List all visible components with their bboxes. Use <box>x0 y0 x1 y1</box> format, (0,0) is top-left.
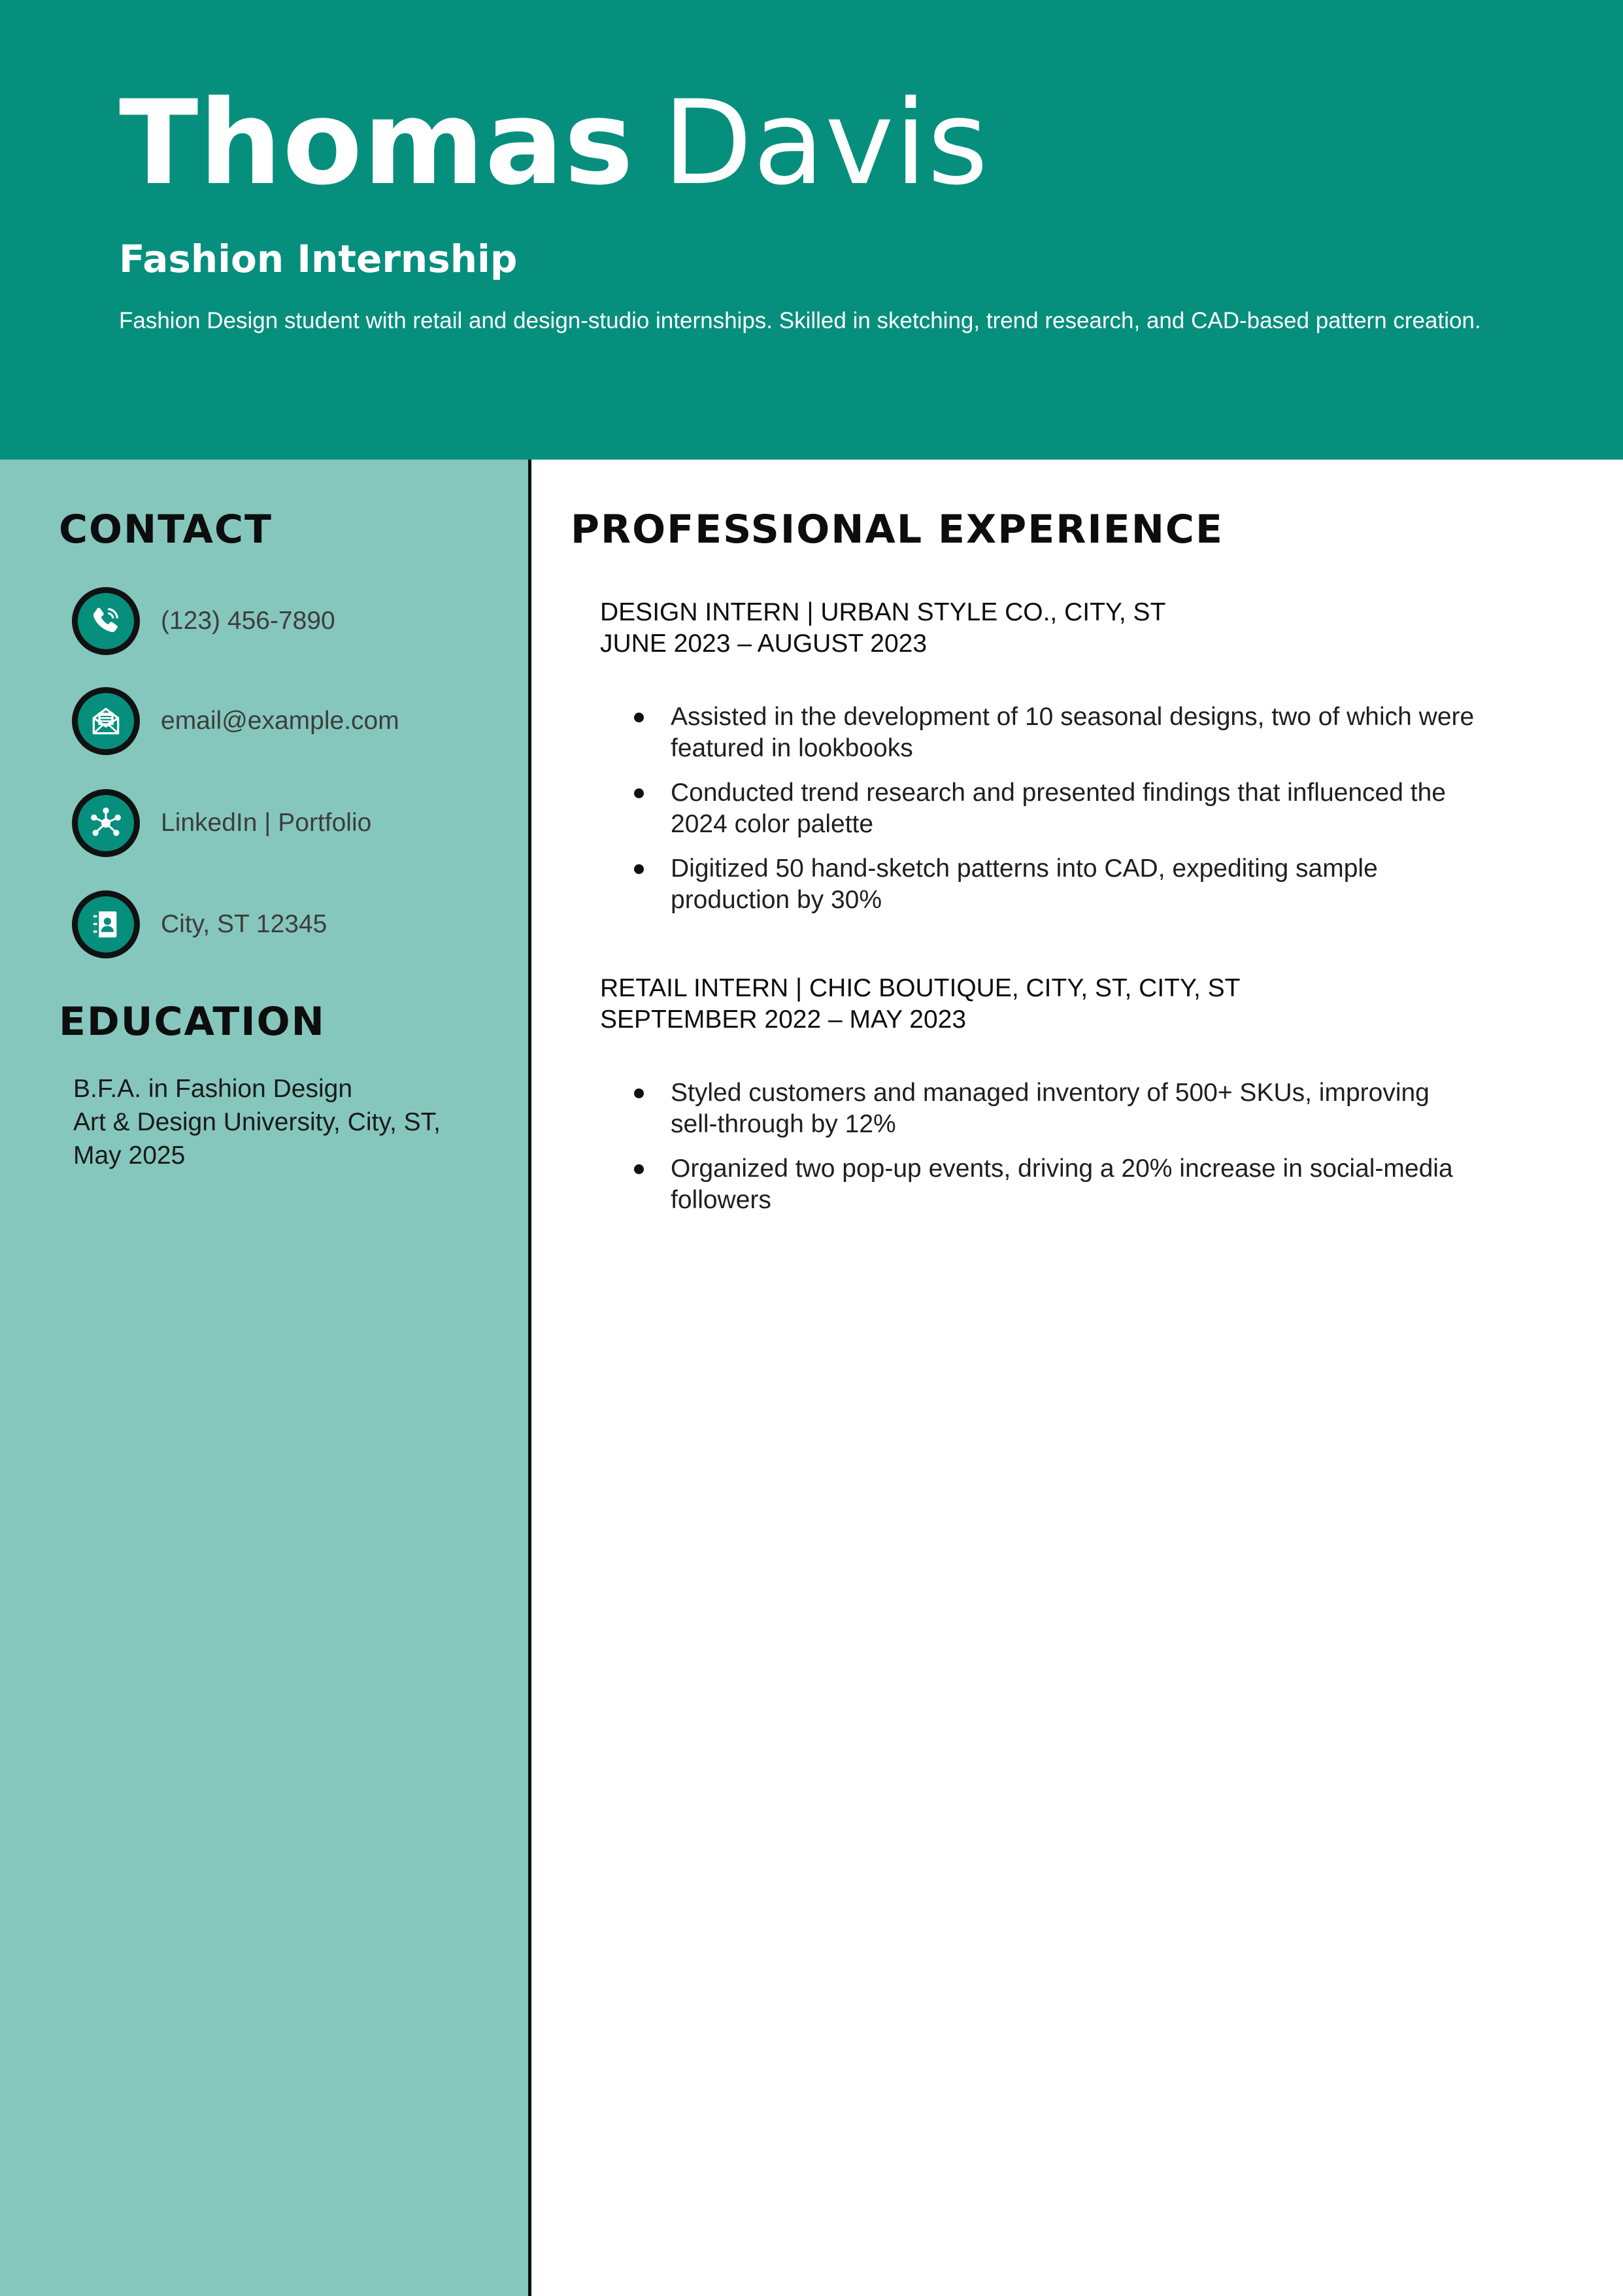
links-text: LinkedIn | Portfolio <box>161 809 372 837</box>
last-name: Davis <box>662 75 989 211</box>
job-entry <box>600 973 1567 1214</box>
job-title-line: DESIGN INTERN | URBAN STYLE CO., CITY, ST <box>600 598 1166 626</box>
job-dates: JUNE 2023 – AUGUST 2023 <box>600 630 928 658</box>
job-title: Fashion Internship <box>119 237 518 281</box>
first-name: Thomas <box>119 75 634 211</box>
education-entry <box>73 1072 441 1172</box>
job-title-line: RETAIL INTERN | CHIC BOUTIQUE, CITY, ST, CITY, ST <box>600 974 1241 1002</box>
education-date: May 2025 <box>73 1141 186 1170</box>
list-item: Digitized 50 hand-sketch patterns into CAD, expediting sample production by 30% <box>600 853 1475 916</box>
list-item: Organized two pop-up events, driving a 20% increase in social-media followers <box>600 1153 1475 1216</box>
education-degree: B.F.A. in Fashion Design <box>73 1075 353 1103</box>
education-heading: EDUCATION <box>59 999 326 1045</box>
network-icon <box>72 789 140 857</box>
candidate-name <box>119 75 989 211</box>
header-banner <box>0 0 1623 460</box>
phone-icon <box>72 587 140 655</box>
contact-heading: CONTACT <box>59 507 273 552</box>
phone-text: (123) 456-7890 <box>161 607 335 635</box>
experience-heading: PROFESSIONAL EXPERIENCE <box>571 507 1224 552</box>
contact-location[interactable] <box>72 885 327 964</box>
profile-summary: Fashion Design student with retail and design-studio internships. Skilled in sketching, trend research, and CAD-based pattern creation. <box>119 308 1481 333</box>
education-school: Art & Design University, City, ST, <box>73 1108 441 1136</box>
list-item: Styled customers and managed inventory of 500+ SKUs, improving sell-through by 12% <box>600 1077 1475 1140</box>
list-item: Conducted trend research and presented findings that influenced the 2024 color palette <box>600 777 1475 840</box>
job-bullets <box>600 1077 1475 1229</box>
sidebar <box>0 460 531 2296</box>
contact-phone[interactable] <box>72 582 335 660</box>
main-content <box>531 460 1623 2296</box>
contact-email[interactable] <box>72 682 399 760</box>
address-book-icon <box>72 890 140 958</box>
contact-links[interactable] <box>72 784 371 862</box>
job-bullets <box>600 701 1475 929</box>
envelope-icon <box>72 687 140 755</box>
job-entry <box>600 597 1567 914</box>
email-text: email@example.com <box>161 707 399 735</box>
list-item: Assisted in the development of 10 seasonal designs, two of which were featured in lookbooks <box>600 701 1475 764</box>
job-dates: SEPTEMBER 2022 – MAY 2023 <box>600 1005 967 1034</box>
location-text: City, ST 12345 <box>161 910 327 938</box>
